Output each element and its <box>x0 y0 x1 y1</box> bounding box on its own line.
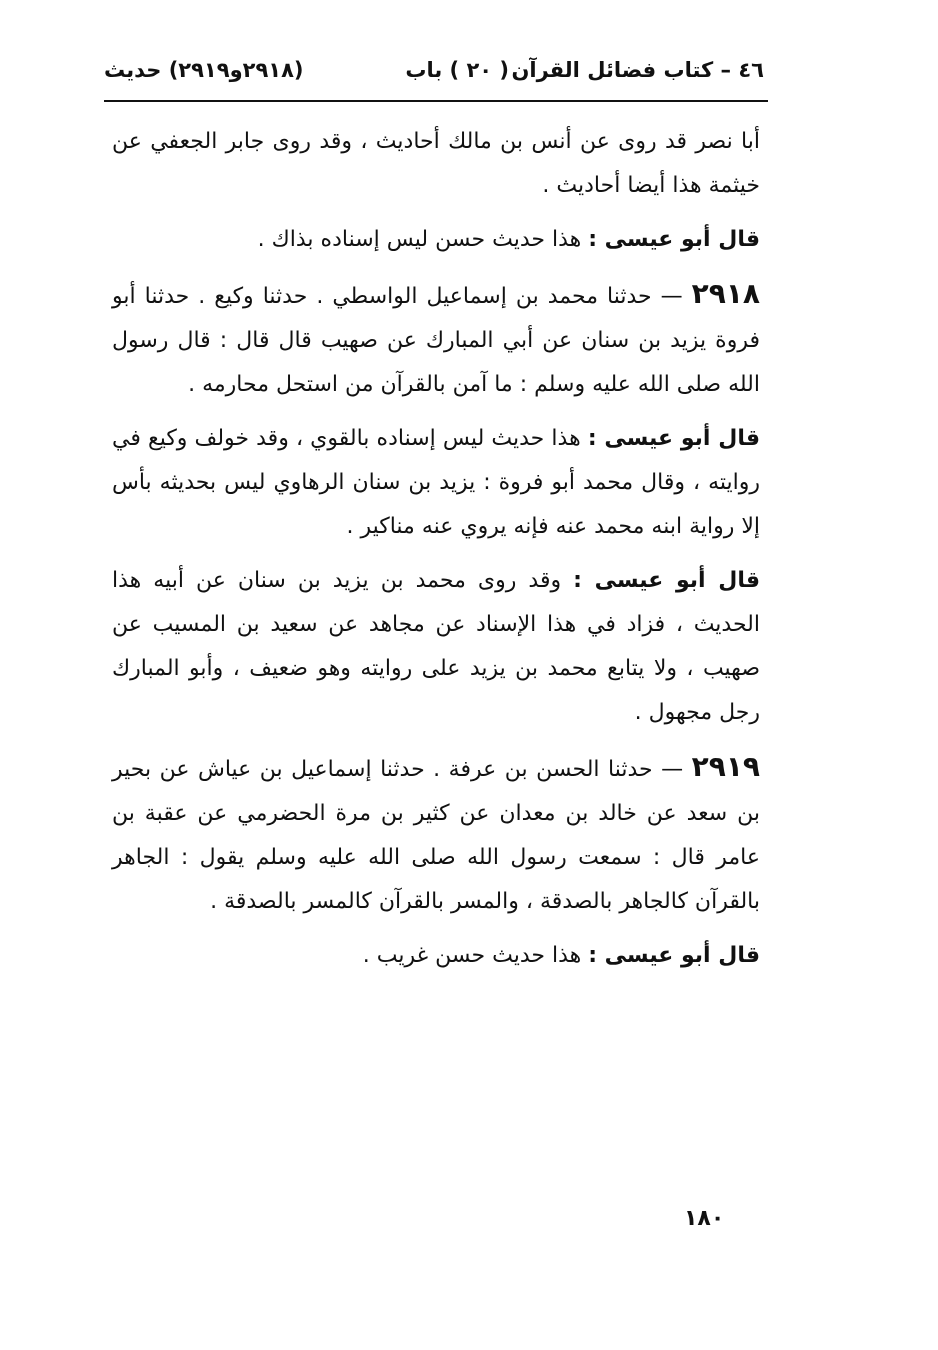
header-hadith-numbers: (٢٩١٨و٢٩١٩) حديث <box>104 58 304 82</box>
header-divider <box>104 100 768 102</box>
body-text <box>112 120 760 988</box>
paragraph-text: وقد روى محمد بن يزيد بن سنان عن أبيه هذا الحديث ، فزاد في هذا الإسناد عن مجاهد عن سعيد بن المسيب عن صهيب ، ولا يتابع محمد بن يزيد على روايته وهو ضعيف ، وأبو المبارك رجل مجهول . <box>112 568 760 725</box>
paragraph-1 <box>112 120 760 208</box>
paragraph-text: هذا حديث حسن غريب . <box>362 943 589 968</box>
hadith-text: — حدثنا محمد بن إسماعيل الواسطي . حدثنا وكيع . حدثنا أبو فروة يزيد بن سنان عن أبي المبارك عن صهيب قال قال : قال رسول الله صلى الله عليه وسلم : ما آمن بالقرآن من استحل محارمه . <box>112 284 760 397</box>
paragraph-lead: قال أبو عيسى : <box>573 568 761 593</box>
paragraph-lead: قال أبو عيسى : <box>588 227 760 252</box>
paragraph-text: أبا نصر قد روى عن أنس بن مالك أحاديث ، وقد روى جابر الجعفي عن خيثمة هذا أيضا أحاديث . <box>112 129 760 198</box>
paragraph-text: هذا حديث حسن ليس إسناده بذاك . <box>257 227 589 252</box>
hadith-number: ٢٩١٨ <box>691 277 760 310</box>
header-book-title: ٤٦ – كتاب فضائل القرآن <box>511 58 764 82</box>
paragraph-text: هذا حديث ليس إسناده بالقوي ، وقد خولف وكيع في روايته ، وقال محمد أبو فروة : يزيد بن سنان الرهاوي ليس بحديثه بأس إلا رواية ابنه محمد عنه فإنه يروي عنه مناكير . <box>112 426 760 539</box>
paragraph-5 <box>112 559 760 735</box>
hadith-2919 <box>112 745 760 924</box>
paragraph-lead: قال أبو عيسى : <box>588 943 760 968</box>
header-chapter: ( ٢٠ ) باب <box>405 58 509 82</box>
hadith-2918 <box>112 272 760 407</box>
hadith-number: ٢٩١٩ <box>691 750 760 783</box>
paragraph-4 <box>112 417 760 549</box>
running-header <box>104 50 764 94</box>
page-number: ١٨٠ <box>684 1206 725 1231</box>
paragraph-7 <box>112 934 760 978</box>
paragraph-lead: قال أبو عيسى : <box>587 426 760 451</box>
hadith-text: — حدثنا الحسن بن عرفة . حدثنا إسماعيل بن عياش عن بحير بن سعد عن خالد بن معدان عن كثير بن مرة الحضرمي عن عقبة بن عامر قال : سمعت رسول الله صلى الله عليه وسلم يقول : الجاهر بالقرآن كالجاهر بالصدقة ، والمسر بالقرآن كالمسر بالصدقة . <box>112 757 760 914</box>
paragraph-2 <box>112 218 760 262</box>
